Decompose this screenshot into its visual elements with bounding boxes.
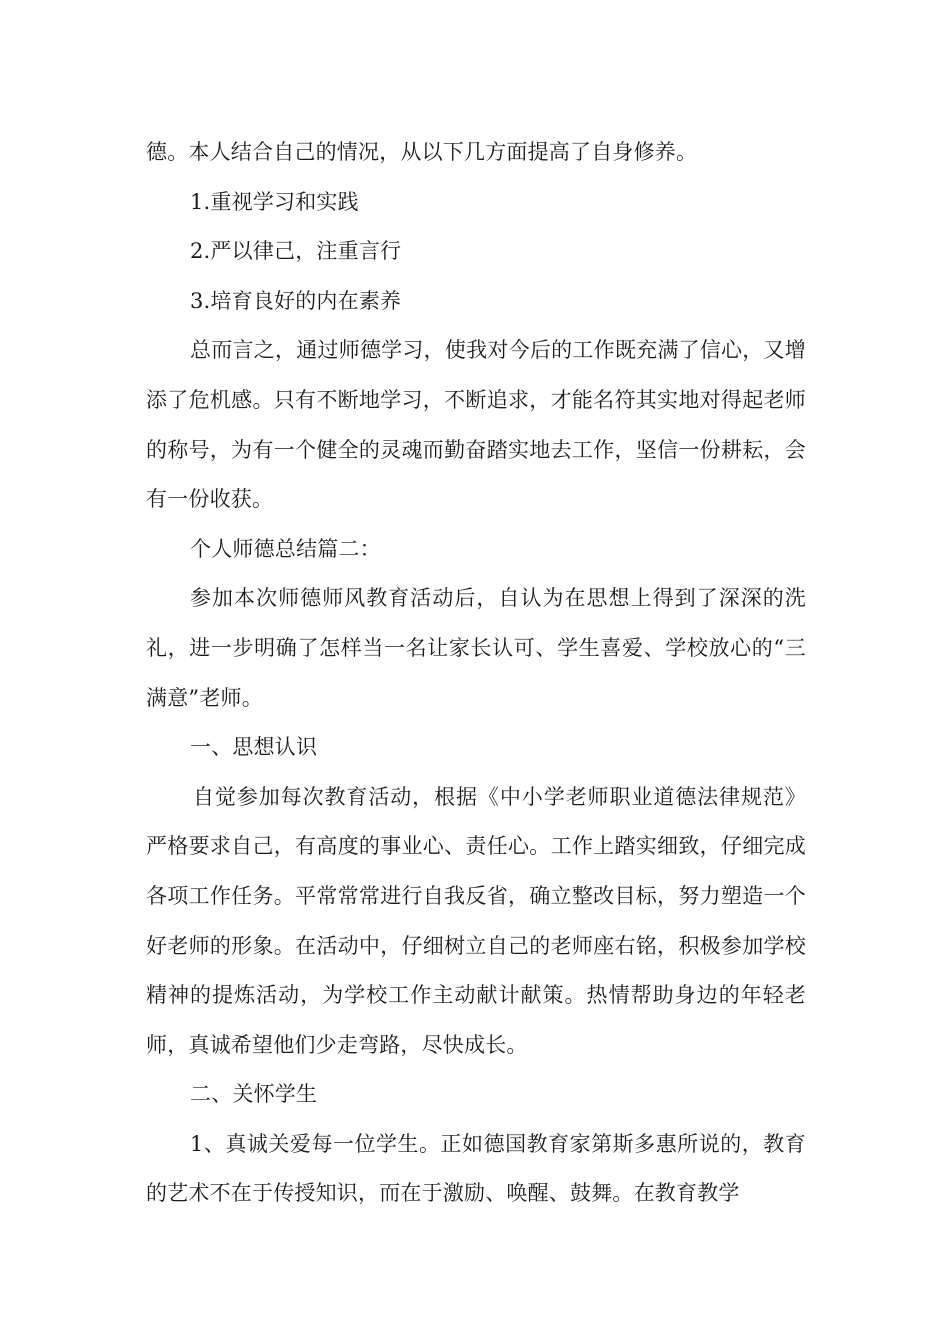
section-heading-care-students: 二、关怀学生 [190, 1082, 318, 1107]
paragraph-conclusion: 总而言之，通过师德学习，使我对今后的工作既充满了信心，又增添了危机感。只有不断地学习，不断追求，才能名符其实地对得起老师的称号，为有一个健全的灵魂而勤奋踏实地去工作，坚信一份耕耘，会有一份收获。 [146, 338, 806, 512]
document-page [146, 128, 806, 1219]
list-item-inner-quality: 3.培育良好的内在素养 [190, 288, 402, 313]
paragraph-part-two-intro: 参加本次师德师风教育活动后，自认为在思想上得到了深深的洗礼，进一步明确了怎样当一名让家长认可、学生喜爱、学校放心的“三满意”老师。 [146, 586, 806, 710]
section-heading-part-two: 个人师德总结篇二： [190, 536, 381, 561]
paragraph-care-students: 1、真诚关爱每一位学生。正如德国教育家第斯多惠所说的，教育的艺术不在于传授知识，而在于激励、唤醒、鼓舞。在教育教学 [146, 1131, 806, 1206]
paragraph-thought: 自觉参加每次教育活动，根据《中小学老师职业道德法律规范》严格要求自己，有高度的事业心、责任心。工作上踏实细致，仔细完成各项工作任务。平常常常进行自我反省，确立整改目标，努力塑造一个好老师的形象。在活动中，仔细树立自己的老师座右铭，积极参加学校精神的提炼活动，为学校工作主动献计献策。热情帮助身边的年轻老师，真诚希望他们少走弯路，尽快成长。 [146, 784, 806, 1057]
list-item-study-practice: 1.重视学习和实践 [190, 189, 359, 214]
paragraph-intro: 德。本人结合自己的情况，从以下几方面提高了自身修养。 [146, 140, 698, 164]
list-item-self-discipline: 2.严以律己，注重言行 [190, 239, 402, 264]
section-heading-thought: 一、思想认识 [190, 735, 318, 760]
